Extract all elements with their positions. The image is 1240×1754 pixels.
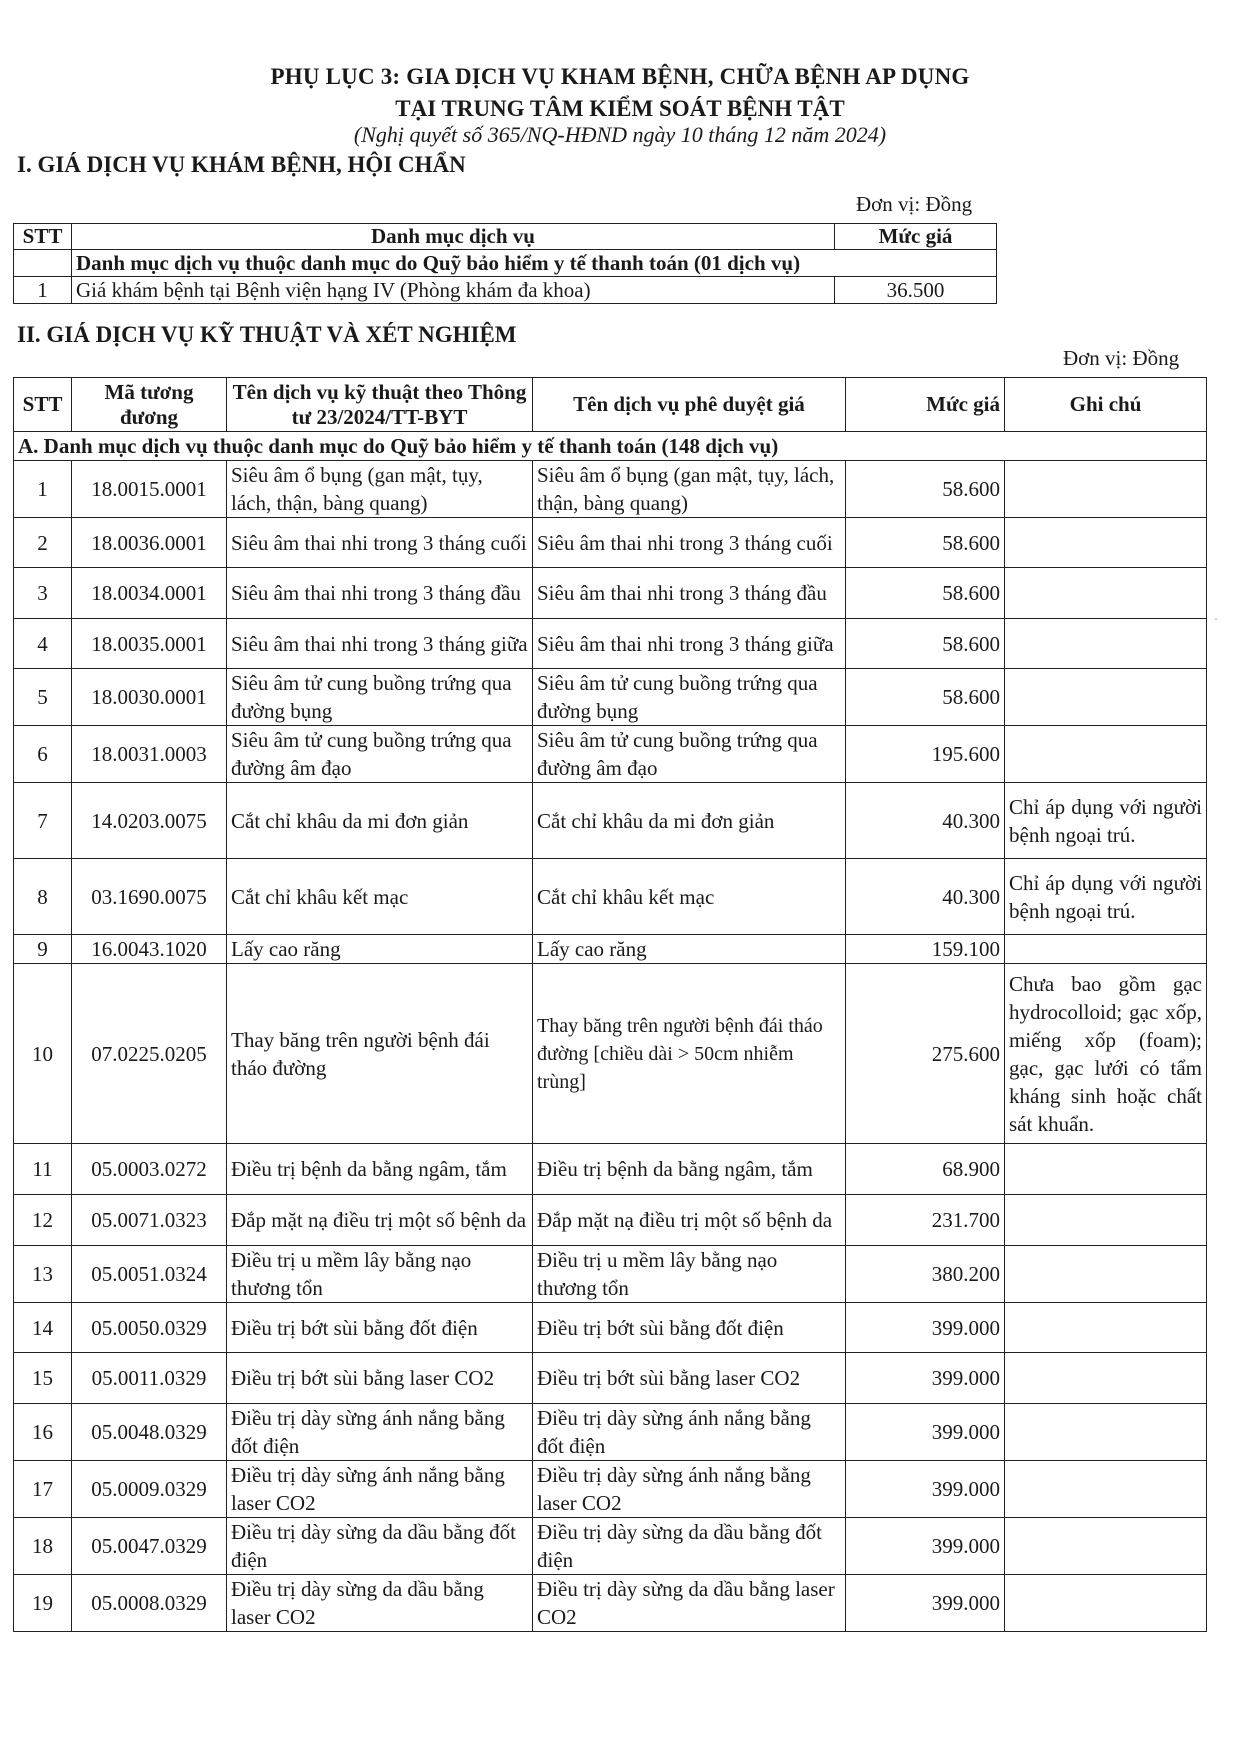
- table-row: [14, 783, 1207, 859]
- row-price: 58.600: [846, 619, 1005, 669]
- row-note: [1005, 1303, 1207, 1353]
- row-approved-name: Siêu âm tử cung buồng trứng qua đường bụng: [533, 669, 846, 726]
- row-code: 16.0043.1020: [72, 935, 227, 964]
- row-technical-name: Siêu âm thai nhi trong 3 tháng đầu: [227, 568, 533, 619]
- row-technical-name: Thay băng trên người bệnh đái tháo đường: [227, 964, 533, 1144]
- table-row: [14, 964, 1207, 1144]
- row-stt: 4: [14, 619, 72, 669]
- row-note: [1005, 518, 1207, 568]
- appendix-title: PHỤ LỤC 3: GIA DỊCH VỤ KHAM BỆNH, CHỮA BỆNH AP DỤNG: [270, 64, 970, 89]
- row-technical-name: Siêu âm tử cung buồng trứng qua đường âm đạo: [227, 726, 533, 783]
- table-row: [14, 1461, 1207, 1518]
- table-row: [14, 1404, 1207, 1461]
- row-price: 36.500: [835, 277, 997, 304]
- row-price: 380.200: [846, 1246, 1005, 1303]
- table-row: [14, 619, 1207, 669]
- table-row: [14, 1144, 1207, 1195]
- row-stt: 2: [14, 518, 72, 568]
- row-approved-name: Điều trị dày sừng da dầu bằng đốt điện: [533, 1518, 846, 1575]
- row-stt: 12: [14, 1195, 72, 1246]
- row-code: 05.0048.0329: [72, 1404, 227, 1461]
- group-heading: A. Danh mục dịch vụ thuộc danh mục do Quỹ bảo hiểm y tế thanh toán (148 dịch vụ): [14, 432, 1207, 461]
- row-price: 58.600: [846, 568, 1005, 619]
- column-header-approved-name: Tên dịch vụ phê duyệt giá: [533, 378, 846, 432]
- column-header-note: Ghi chú: [1005, 378, 1207, 432]
- row-stt: 5: [14, 669, 72, 726]
- table-row: [14, 726, 1207, 783]
- row-price: 275.600: [846, 964, 1005, 1144]
- row-technical-name: Điều trị bệnh da bằng ngâm, tắm: [227, 1144, 533, 1195]
- row-technical-name: Đắp mặt nạ điều trị một số bệnh da: [227, 1195, 533, 1246]
- row-approved-name: Cắt chỉ khâu da mi đơn giản: [533, 783, 846, 859]
- row-approved-name: Điều trị u mềm lây bằng nạo thương tổn: [533, 1246, 846, 1303]
- technical-price-table: [13, 377, 1207, 1632]
- row-code: 18.0031.0003: [72, 726, 227, 783]
- row-note: [1005, 726, 1207, 783]
- column-header-price: Mức giá: [835, 224, 997, 250]
- row-code: 03.1690.0075: [72, 859, 227, 935]
- row-code: 05.0071.0323: [72, 1195, 227, 1246]
- row-approved-name: Siêu âm thai nhi trong 3 tháng cuối: [533, 518, 846, 568]
- column-header-stt: STT: [14, 378, 72, 432]
- table-row: [14, 1246, 1207, 1303]
- row-price: 399.000: [846, 1404, 1005, 1461]
- resolution-reference: (Nghị quyết số 365/NQ-HĐND ngày 10 tháng 12 năm 2024): [353, 122, 887, 147]
- row-approved-name: Siêu âm ổ bụng (gan mật, tụy, lách, thận, bàng quang): [533, 461, 846, 518]
- row-price: 58.600: [846, 461, 1005, 518]
- row-approved-name: Điều trị dày sừng ánh nắng bằng đốt điện: [533, 1404, 846, 1461]
- table-row: [14, 935, 1207, 964]
- exam-price-table: [13, 223, 997, 304]
- row-stt: 3: [14, 568, 72, 619]
- row-price: 399.000: [846, 1518, 1005, 1575]
- table-row: [14, 1303, 1207, 1353]
- row-code: 05.0011.0329: [72, 1353, 227, 1404]
- row-stt: 1: [14, 461, 72, 518]
- row-price: 58.600: [846, 518, 1005, 568]
- row-approved-name: Lấy cao răng: [533, 935, 846, 964]
- row-note: [1005, 1144, 1207, 1195]
- row-note: [1005, 1353, 1207, 1404]
- table-row: [14, 1518, 1207, 1575]
- column-header-stt: STT: [14, 224, 72, 250]
- scan-artifact: ·: [1214, 612, 1218, 626]
- row-price: 231.700: [846, 1195, 1005, 1246]
- row-note: Chưa bao gồm gạc hydrocolloid; gạc xốp, miếng xốp (foam); gạc, gạc lưới có tẩm kháng sinh hoặc chất sát khuẩn.: [1005, 964, 1207, 1144]
- row-price: 399.000: [846, 1303, 1005, 1353]
- row-approved-name: Siêu âm tử cung buồng trứng qua đường âm đạo: [533, 726, 846, 783]
- row-code: 18.0034.0001: [72, 568, 227, 619]
- row-stt: 7: [14, 783, 72, 859]
- row-note: [1005, 1575, 1207, 1632]
- row-price: 195.600: [846, 726, 1005, 783]
- table-row: [14, 518, 1207, 568]
- row-stt: 16: [14, 1404, 72, 1461]
- row-price: 58.600: [846, 669, 1005, 726]
- row-approved-name: Điều trị dày sừng da dầu bằng laser CO2: [533, 1575, 846, 1632]
- row-price: 68.900: [846, 1144, 1005, 1195]
- row-approved-name: Điều trị dày sừng ánh nắng bằng laser CO2: [533, 1461, 846, 1518]
- row-approved-name: Điều trị bệnh da bằng ngâm, tắm: [533, 1144, 846, 1195]
- row-note: [1005, 619, 1207, 669]
- row-stt: 6: [14, 726, 72, 783]
- row-technical-name: Siêu âm thai nhi trong 3 tháng giữa: [227, 619, 533, 669]
- row-stt: 19: [14, 1575, 72, 1632]
- row-stt: 15: [14, 1353, 72, 1404]
- row-technical-name: Điều trị u mềm lây bằng nạo thương tổn: [227, 1246, 533, 1303]
- row-technical-name: Siêu âm tử cung buồng trứng qua đường bụng: [227, 669, 533, 726]
- row-technical-name: Điều trị dày sừng da dầu bằng laser CO2: [227, 1575, 533, 1632]
- row-code: 18.0015.0001: [72, 461, 227, 518]
- group-heading: Danh mục dịch vụ thuộc danh mục do Quỹ bảo hiểm y tế thanh toán (01 dịch vụ): [72, 250, 997, 277]
- section-1-unit: Đơn vị: Đồng: [856, 192, 973, 216]
- table-body: [14, 461, 1207, 1632]
- appendix-subtitle: TẠI TRUNG TÂM KIỂM SOÁT BỆNH TẬT: [395, 96, 845, 121]
- table-row: [14, 461, 1207, 518]
- row-note: Chỉ áp dụng với người bệnh ngoại trú.: [1005, 783, 1207, 859]
- row-approved-name: Thay băng trên người bệnh đái tháo đường [chiều dài > 50cm nhiễm trùng]: [533, 964, 846, 1144]
- row-price: 159.100: [846, 935, 1005, 964]
- row-code: 05.0009.0329: [72, 1461, 227, 1518]
- row-note: [1005, 1246, 1207, 1303]
- row-code: 18.0036.0001: [72, 518, 227, 568]
- column-header-technical-name: Tên dịch vụ kỹ thuật theo Thông tư 23/2024/TT-BYT: [227, 378, 533, 432]
- row-stt: 18: [14, 1518, 72, 1575]
- row-code: 18.0030.0001: [72, 669, 227, 726]
- row-code: 18.0035.0001: [72, 619, 227, 669]
- row-note: [1005, 1404, 1207, 1461]
- row-stt: 11: [14, 1144, 72, 1195]
- row-stt: 17: [14, 1461, 72, 1518]
- column-header-price: Mức giá: [846, 378, 1005, 432]
- row-note: [1005, 935, 1207, 964]
- table-row: [14, 1575, 1207, 1632]
- row-technical-name: Điều trị bớt sùi bằng laser CO2: [227, 1353, 533, 1404]
- table-row: [14, 1195, 1207, 1246]
- row-stt: 8: [14, 859, 72, 935]
- row-code: 05.0050.0329: [72, 1303, 227, 1353]
- row-code: 14.0203.0075: [72, 783, 227, 859]
- row-note: [1005, 1518, 1207, 1575]
- table-row: [14, 669, 1207, 726]
- row-code: 05.0003.0272: [72, 1144, 227, 1195]
- row-technical-name: Cắt chỉ khâu kết mạc: [227, 859, 533, 935]
- row-note: [1005, 1195, 1207, 1246]
- row-code: 07.0225.0205: [72, 964, 227, 1144]
- row-stt: 1: [14, 277, 72, 304]
- row-approved-name: Siêu âm thai nhi trong 3 tháng giữa: [533, 619, 846, 669]
- row-stt: 14: [14, 1303, 72, 1353]
- table-row: [14, 568, 1207, 619]
- row-note: Chỉ áp dụng với người bệnh ngoại trú.: [1005, 859, 1207, 935]
- row-technical-name: Điều trị dày sừng ánh nắng bằng laser CO2: [227, 1461, 533, 1518]
- row-price: 40.300: [846, 859, 1005, 935]
- table-row: [14, 859, 1207, 935]
- section-2-unit: Đơn vị: Đồng: [1063, 346, 1180, 370]
- row-technical-name: Điều trị dày sừng da dầu bằng đốt điện: [227, 1518, 533, 1575]
- row-price: 399.000: [846, 1353, 1005, 1404]
- row-technical-name: Cắt chỉ khâu da mi đơn giản: [227, 783, 533, 859]
- row-technical-name: Điều trị dày sừng ánh nắng bằng đốt điện: [227, 1404, 533, 1461]
- row-code: 05.0047.0329: [72, 1518, 227, 1575]
- row-approved-name: Siêu âm thai nhi trong 3 tháng đầu: [533, 568, 846, 619]
- row-approved-name: Điều trị bớt sùi bằng laser CO2: [533, 1353, 846, 1404]
- row-price: 399.000: [846, 1575, 1005, 1632]
- table-row: [14, 1353, 1207, 1404]
- column-header-code: Mã tương đương: [72, 378, 227, 432]
- row-price: 399.000: [846, 1461, 1005, 1518]
- row-code: 05.0051.0324: [72, 1246, 227, 1303]
- row-price: 40.300: [846, 783, 1005, 859]
- row-note: [1005, 568, 1207, 619]
- section-1-title: I. GIÁ DỊCH VỤ KHÁM BỆNH, HỘI CHẨN: [17, 152, 466, 177]
- row-technical-name: Điều trị bớt sùi bằng đốt điện: [227, 1303, 533, 1353]
- column-header-service: Danh mục dịch vụ: [72, 224, 835, 250]
- row-service: Giá khám bệnh tại Bệnh viện hạng IV (Phòng khám đa khoa): [72, 277, 835, 304]
- row-code: 05.0008.0329: [72, 1575, 227, 1632]
- row-stt: 10: [14, 964, 72, 1144]
- section-2-title: II. GIÁ DỊCH VỤ KỸ THUẬT VÀ XÉT NGHIỆM: [17, 322, 517, 347]
- row-note: [1005, 669, 1207, 726]
- row-technical-name: Siêu âm thai nhi trong 3 tháng cuối: [227, 518, 533, 568]
- row-technical-name: Siêu âm ổ bụng (gan mật, tụy, lách, thận, bàng quang): [227, 461, 533, 518]
- row-stt: 9: [14, 935, 72, 964]
- row-approved-name: Cắt chỉ khâu kết mạc: [533, 859, 846, 935]
- row-stt: 13: [14, 1246, 72, 1303]
- row-approved-name: Điều trị bớt sùi bằng đốt điện: [533, 1303, 846, 1353]
- row-technical-name: Lấy cao răng: [227, 935, 533, 964]
- row-note: [1005, 1461, 1207, 1518]
- row-approved-name: Đắp mặt nạ điều trị một số bệnh da: [533, 1195, 846, 1246]
- row-note: [1005, 461, 1207, 518]
